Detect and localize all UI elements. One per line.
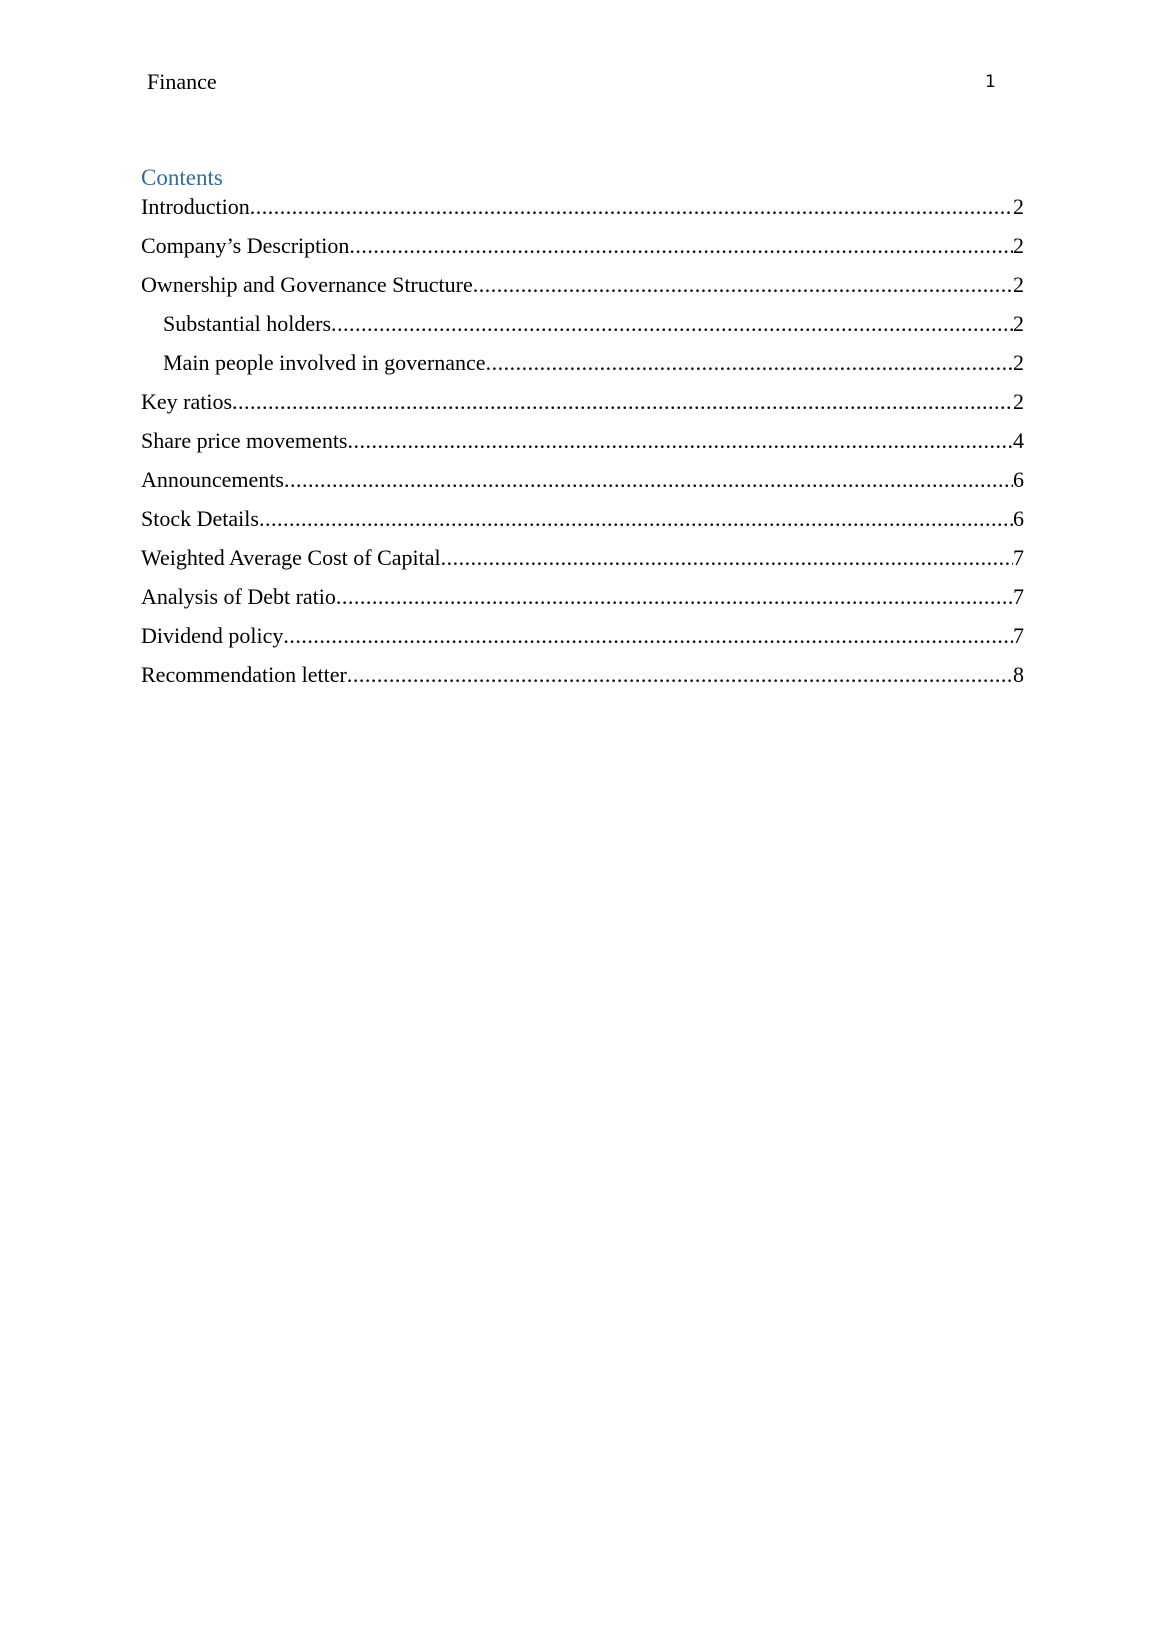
toc-dot-leader (331, 310, 1013, 338)
toc-dot-leader (283, 622, 1013, 650)
toc-entry-share-price-movements[interactable] (141, 427, 1024, 466)
toc-entry-substantial-holders[interactable] (141, 310, 1024, 349)
toc-entry-ownership-governance[interactable] (141, 271, 1024, 310)
toc-dot-leader (284, 466, 1013, 494)
toc-dot-leader (259, 505, 1013, 533)
toc-entry-page: 7 (1013, 584, 1024, 609)
toc-entry-introduction[interactable] (141, 193, 1024, 232)
toc-entry-page: 2 (1013, 233, 1024, 258)
toc-dot-leader (347, 661, 1013, 689)
toc-entry-page: 2 (1013, 389, 1024, 414)
toc-entry-label: Ownership and Governance Structure (141, 272, 473, 297)
toc-entry-wacc[interactable] (141, 544, 1024, 583)
toc-entry-page: 7 (1013, 545, 1024, 570)
toc-entry-label: Weighted Average Cost of Capital (141, 545, 441, 570)
toc-entry-page: 2 (1013, 350, 1024, 375)
toc-entry-label: Main people involved in governance (163, 350, 486, 375)
toc-entry-key-ratios[interactable] (141, 388, 1024, 427)
toc-entry-label: Company’s Description (141, 233, 350, 258)
toc-entry-label: Dividend policy (141, 623, 284, 648)
toc-dot-leader (441, 544, 1013, 572)
toc-entry-stock-details[interactable] (141, 505, 1024, 544)
toc-entry-page: 2 (1013, 311, 1024, 336)
toc-entry-page: 2 (1013, 194, 1024, 219)
toc-entry-company-description[interactable] (141, 232, 1024, 271)
toc-dot-leader (473, 271, 1013, 299)
toc-entry-page: 8 (1013, 662, 1024, 687)
toc-entry-page: 7 (1013, 623, 1024, 648)
toc-entry-recommendation-letter[interactable] (141, 661, 1024, 700)
toc-entry-label: Share price movements (141, 428, 348, 453)
toc-dot-leader (349, 232, 1013, 260)
toc-entry-label: Recommendation letter (141, 662, 347, 687)
toc-entry-page: 4 (1013, 428, 1024, 453)
toc-list (141, 193, 1024, 700)
toc-dot-leader (250, 193, 1013, 221)
header-title: Finance (147, 69, 217, 94)
table-of-contents (141, 163, 1024, 700)
toc-entry-page: 6 (1013, 506, 1024, 531)
toc-entry-label: Announcements (141, 467, 284, 492)
toc-entry-main-people-governance[interactable] (141, 349, 1024, 388)
toc-dot-leader (486, 349, 1013, 377)
toc-entry-page: 6 (1013, 467, 1024, 492)
toc-entry-label: Key ratios (141, 389, 233, 414)
toc-dot-leader (336, 583, 1013, 611)
toc-entry-dividend-policy[interactable] (141, 622, 1024, 661)
header-page-number: 1 (985, 72, 996, 92)
toc-heading: Contents (141, 165, 223, 190)
toc-entry-label: Stock Details (141, 506, 259, 531)
toc-entry-label: Introduction (141, 194, 250, 219)
toc-entry-label: Analysis of Debt ratio (141, 584, 336, 609)
toc-entry-page: 2 (1013, 272, 1024, 297)
toc-dot-leader (232, 388, 1013, 416)
toc-entry-announcements[interactable] (141, 466, 1024, 505)
toc-entry-debt-ratio[interactable] (141, 583, 1024, 622)
toc-dot-leader (348, 427, 1014, 455)
toc-entry-label: Substantial holders (163, 311, 332, 336)
